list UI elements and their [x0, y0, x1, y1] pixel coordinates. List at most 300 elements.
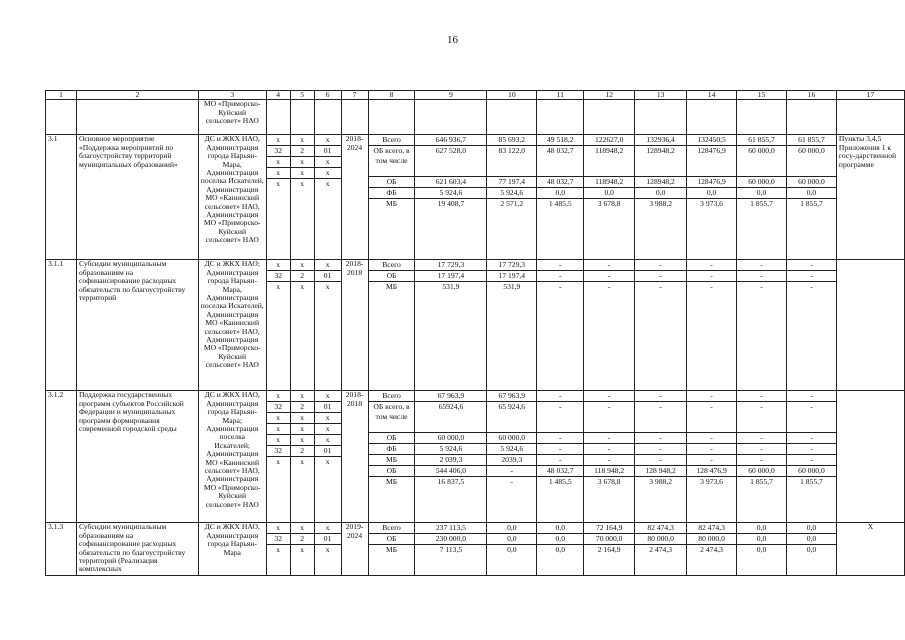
value: - — [635, 391, 686, 402]
code-gp: 32 — [267, 271, 290, 282]
code-pp: 2 — [291, 271, 314, 282]
funding-source: Всего — [369, 523, 415, 534]
code-gp: х — [276, 179, 281, 189]
value: 48 032,7 — [537, 177, 583, 188]
code-pp: х — [291, 413, 314, 424]
page-number: 16 — [447, 34, 458, 46]
code-om: 01 — [315, 146, 341, 157]
row-number: 3.1.1 — [46, 260, 77, 391]
value: 17 729,3 — [415, 260, 486, 271]
value-cell — [737, 391, 787, 523]
code-pp: х — [291, 168, 314, 179]
value: 1 855,7 — [800, 199, 823, 209]
code-gp: х — [267, 168, 290, 179]
value: - — [760, 282, 763, 292]
value: - — [737, 455, 786, 466]
code-pp: х — [300, 179, 305, 189]
value: 646 936,7 — [415, 135, 486, 146]
value-cell — [584, 135, 635, 260]
code-gp: 32 — [267, 402, 290, 413]
value: 83 122,0 — [487, 146, 536, 177]
value: 1 855,7 — [800, 477, 823, 487]
row-period: 2019-2024 — [341, 523, 368, 576]
code-pp: х — [291, 135, 314, 146]
code-gp: х — [267, 391, 290, 402]
row-period: 2018-2018 — [341, 260, 368, 391]
value: - — [537, 402, 583, 433]
header-cell-13: 13 — [635, 91, 687, 100]
row-number: 3.1.3 — [46, 523, 77, 576]
value: 0,0 — [537, 188, 583, 199]
row-note — [836, 260, 904, 391]
header-cell-4: 4 — [266, 91, 290, 100]
carry-executor: МО «Приморско-Куйский сельсовет» НАО — [198, 100, 266, 135]
value-cell — [786, 135, 836, 260]
carry-empty-cell — [786, 100, 836, 135]
value-cell — [584, 391, 635, 523]
row-executor: ДС и ЖКХ НАО, Администрация города Нарьян-Мара — [198, 523, 266, 576]
code-gp: 32 — [267, 446, 290, 457]
value-cell — [584, 260, 635, 391]
carry-empty-cell — [314, 100, 341, 135]
value-cell — [635, 135, 687, 260]
code-pp: х — [291, 435, 314, 446]
row-note: Пункты 3,4,5 Приложения 1 к госу-дарственной программе — [836, 135, 904, 260]
value: 85 693,2 — [487, 135, 536, 146]
code-om: х — [315, 523, 341, 534]
table-row — [46, 135, 905, 260]
code-pp: 2 — [291, 402, 314, 413]
value: 237 113,5 — [415, 523, 486, 534]
value-cell — [737, 523, 787, 576]
value: 5 924,6 — [487, 188, 536, 199]
code-gp: 32 — [267, 534, 290, 545]
value: - — [635, 271, 686, 282]
funding-source: МБ — [385, 199, 398, 209]
code-gp-cell — [266, 523, 290, 576]
value: 0,0 — [487, 534, 536, 545]
value: - — [687, 455, 736, 466]
row-period: 2018-2018 — [341, 391, 368, 523]
code-gp-cell — [266, 135, 290, 260]
header-cell-9: 9 — [415, 91, 487, 100]
value-cell — [537, 135, 584, 260]
code-om: х — [325, 179, 330, 189]
value: 0,0 — [756, 545, 767, 555]
value: 2 474,3 — [700, 545, 723, 555]
value: 5 924,6 — [415, 188, 486, 199]
code-pp: х — [291, 260, 314, 271]
value: - — [537, 455, 583, 466]
code-gp: х — [267, 413, 290, 424]
row-period: 2018-2024 — [341, 135, 368, 260]
code-om: х — [325, 457, 330, 467]
value-cell — [635, 391, 687, 523]
code-pp: 2 — [291, 446, 314, 457]
value: 0,0 — [635, 188, 686, 199]
code-om: х — [315, 391, 341, 402]
value: - — [737, 271, 786, 282]
carry-empty-cell — [368, 100, 415, 135]
value: - — [737, 444, 786, 455]
value: - — [635, 402, 686, 433]
carry-empty-cell — [584, 100, 635, 135]
value: - — [584, 391, 634, 402]
value: 3 678,8 — [597, 477, 621, 487]
value: - — [687, 433, 736, 444]
code-om-cell — [314, 523, 341, 576]
value: 48 032,7 — [537, 146, 583, 177]
code-gp: х — [267, 260, 290, 271]
value: - — [810, 282, 813, 292]
carry-empty-cell — [537, 100, 584, 135]
row-executor: ДС и ЖКХ НАО, Администрация города Нарьян-Мара, Администрация поселка Искателей, Администрация МО «Канинский сельсовет» НАО, Администрация МО «Приморско-Куйский сельсовет» НАО — [198, 135, 266, 260]
table-row — [46, 260, 905, 391]
value: - — [737, 391, 786, 402]
carry-empty-cell — [635, 100, 687, 135]
value: - — [737, 402, 786, 433]
header-cell-1: 1 — [46, 91, 77, 100]
code-pp: х — [291, 424, 314, 435]
value: 61 855,7 — [787, 135, 836, 146]
value: 77 197,4 — [487, 177, 536, 188]
value: - — [584, 433, 634, 444]
code-gp: х — [276, 457, 281, 467]
value: - — [635, 260, 686, 271]
row-note: Х — [836, 523, 904, 576]
code-pp: 2 — [291, 146, 314, 157]
header-cell-11: 11 — [537, 91, 584, 100]
funding-source-cell — [368, 523, 415, 576]
value: 60 000,0 — [487, 433, 536, 444]
code-pp-cell — [290, 260, 314, 391]
value: 531,9 — [442, 282, 460, 292]
value: 531,9 — [503, 282, 521, 292]
header-cell-15: 15 — [737, 91, 787, 100]
funding-source: МБ — [385, 545, 398, 555]
header-cell-12: 12 — [584, 91, 635, 100]
value-cell — [415, 260, 487, 391]
value: - — [537, 271, 583, 282]
code-gp: х — [267, 157, 290, 168]
value: 17 729,3 — [487, 260, 536, 271]
value: - — [787, 444, 836, 455]
value: 61 855,7 — [737, 135, 786, 146]
value: - — [737, 260, 786, 271]
carry-empty-cell — [836, 100, 904, 135]
value: 65 924,6 — [487, 402, 536, 433]
value: 118948,2 — [584, 177, 634, 188]
value: 0,0 — [537, 534, 583, 545]
value: 65924,6 — [415, 402, 486, 433]
value: 1 855,7 — [750, 477, 773, 487]
value-cell — [786, 523, 836, 576]
carry-row — [46, 100, 905, 135]
funding-source: Всего — [369, 260, 415, 271]
row-name: Основное мероприятие «Поддержка мероприятий по благоустройству территорий муниципальных образований» — [76, 135, 198, 260]
value: 72 164,9 — [584, 523, 634, 534]
carry-empty-cell — [415, 100, 487, 135]
carry-empty-cell — [46, 100, 77, 135]
table-row — [46, 523, 905, 576]
value: - — [584, 260, 634, 271]
code-pp-cell — [290, 523, 314, 576]
value: 7 113,5 — [439, 545, 463, 555]
code-om: х — [315, 424, 341, 435]
value: 49 518,2 — [537, 135, 583, 146]
value: 17 197,4 — [415, 271, 486, 282]
code-om: х — [315, 435, 341, 446]
code-pp: х — [291, 523, 314, 534]
value-cell — [687, 523, 737, 576]
value: - — [584, 271, 634, 282]
code-pp: х — [300, 457, 305, 467]
value: 132936,4 — [635, 135, 686, 146]
row-executor: ДС и ЖКХ НАО; Администрация города Нарьян-Мара, Администрация поселка Искателей, Администрация МО «Канинский сельсовет» НАО, Администрация МО «Приморско-Куйский сельсовет» НАО — [198, 260, 266, 391]
value: 544 406,0 — [415, 466, 486, 477]
value: - — [710, 282, 713, 292]
code-pp: х — [291, 157, 314, 168]
value-cell — [786, 260, 836, 391]
code-om: х — [315, 135, 341, 146]
carry-empty-cell — [687, 100, 737, 135]
value: 0,0 — [507, 545, 517, 555]
funding-source: ОБ — [369, 433, 415, 444]
value: - — [510, 477, 514, 487]
value: 0,0 — [787, 523, 836, 534]
value: - — [787, 455, 836, 466]
code-om-cell — [314, 391, 341, 523]
value: 3 973,6 — [700, 477, 723, 487]
value: 128476,9 — [687, 146, 736, 177]
value: - — [537, 260, 583, 271]
value: 1 485,5 — [548, 199, 572, 209]
funding-source: ОБ — [369, 534, 415, 545]
code-om: 01 — [315, 446, 341, 457]
value: 132450,5 — [687, 135, 736, 146]
carry-empty-cell — [290, 100, 314, 135]
code-om: х — [315, 413, 341, 424]
value: 60 000,0 — [737, 466, 786, 477]
value: - — [584, 402, 634, 433]
carry-empty-cell — [487, 100, 537, 135]
header-cell-10: 10 — [487, 91, 537, 100]
code-gp: 32 — [267, 146, 290, 157]
value-cell — [415, 391, 487, 523]
value: 0,0 — [737, 188, 786, 199]
value: 0,0 — [806, 545, 817, 555]
value-cell — [635, 260, 687, 391]
code-gp-cell — [266, 260, 290, 391]
value: 128476,9 — [687, 177, 736, 188]
value-cell — [487, 391, 537, 523]
value: 128948,2 — [635, 146, 686, 177]
row-name: Субсидии муниципальным образованиям на софинансирование расходных обязательств по благоустройству территорий — [76, 260, 198, 391]
value: 60 000,0 — [737, 177, 786, 188]
value-cell — [584, 523, 635, 576]
carry-empty-cell — [76, 100, 198, 135]
value: 0,0 — [737, 523, 786, 534]
value: - — [487, 466, 536, 477]
value: 60 000,0 — [415, 433, 486, 444]
value: 0,0 — [584, 188, 634, 199]
value-cell — [737, 260, 787, 391]
value: 0,0 — [787, 534, 836, 545]
value: 0,0 — [687, 188, 736, 199]
value: 2 571,2 — [500, 199, 524, 209]
header-cell-17: 17 — [836, 91, 904, 100]
row-number: 3.1.2 — [46, 391, 77, 523]
funding-source: ОБ всего, в том числе — [369, 402, 415, 433]
value: 128 476,9 — [687, 466, 736, 477]
code-gp: х — [267, 523, 290, 534]
value: 0,0 — [555, 545, 565, 555]
funding-source: Всего — [369, 391, 415, 402]
value: 627 528,0 — [415, 146, 486, 177]
value: 5 924,6 — [415, 444, 486, 455]
carry-empty-cell — [341, 100, 368, 135]
header-cell-3: 3 — [198, 91, 266, 100]
code-om: х — [315, 260, 341, 271]
table-body — [46, 91, 905, 576]
value: 48 032,7 — [537, 466, 583, 477]
code-pp-cell — [290, 135, 314, 260]
value: 3 988,2 — [649, 477, 673, 487]
value: - — [687, 271, 736, 282]
code-om-cell — [314, 260, 341, 391]
header-cell-6: 6 — [314, 91, 341, 100]
code-pp: х — [291, 391, 314, 402]
value: 0,0 — [787, 188, 836, 199]
value-cell — [415, 135, 487, 260]
funding-source: ОБ всего, в том числе — [369, 146, 415, 177]
value: 3 988,2 — [649, 199, 673, 209]
value: - — [584, 455, 634, 466]
code-pp: 2 — [291, 534, 314, 545]
row-name: Субсидии муниципальным образованиям на софинансирование расходных обязательств по благоустройству территорий (Реализация комплексных — [76, 523, 198, 576]
value: - — [787, 402, 836, 433]
code-gp: х — [276, 545, 281, 555]
value: 0,0 — [487, 523, 536, 534]
value-cell — [487, 260, 537, 391]
value: - — [687, 444, 736, 455]
code-pp: х — [300, 545, 305, 555]
funding-source: ФБ — [369, 188, 415, 199]
row-note — [836, 391, 904, 523]
funding-source: ОБ — [369, 466, 415, 477]
value-cell — [687, 391, 737, 523]
value: 60 000,0 — [787, 466, 836, 477]
value: - — [635, 444, 686, 455]
row-name: Поддержка государственных программ субъектов Российской Федерации и муниципальных программ формирования современной городской среды — [76, 391, 198, 523]
value: - — [787, 391, 836, 402]
value: - — [558, 282, 562, 292]
program-table — [45, 90, 905, 576]
value-cell — [786, 391, 836, 523]
funding-source-cell — [368, 391, 415, 523]
value: 67 963,9 — [415, 391, 486, 402]
funding-source-cell — [368, 260, 415, 391]
value: 1 855,7 — [750, 199, 773, 209]
funding-source: ОБ — [369, 271, 415, 282]
value: 122627,0 — [584, 135, 634, 146]
value-cell — [537, 260, 584, 391]
funding-source-cell — [368, 135, 415, 260]
value: 67 963,9 — [487, 391, 536, 402]
table-row — [46, 391, 905, 523]
funding-source: МБ — [385, 282, 398, 292]
carry-empty-cell — [737, 100, 787, 135]
value: 3 678,8 — [597, 199, 621, 209]
funding-source: ФБ — [369, 444, 415, 455]
code-pp: х — [300, 282, 305, 292]
value-cell — [737, 135, 787, 260]
value: 128 948,2 — [635, 466, 686, 477]
value: 16 837,5 — [437, 477, 465, 487]
value: - — [687, 402, 736, 433]
value: 2 474,3 — [649, 545, 673, 555]
code-om: 01 — [315, 271, 341, 282]
value: 5 924,6 — [487, 444, 536, 455]
header-cell-8: 8 — [368, 91, 415, 100]
value: - — [687, 391, 736, 402]
value: 128948,2 — [635, 177, 686, 188]
code-om-cell — [314, 135, 341, 260]
value: - — [787, 433, 836, 444]
row-executor: ДС и ЖКХ НАО, Администрация города Нарьян-Мара; Администрация поселка Искателей; Администрация МО «Канинский сельсовет» НАО, Администрация МО «Приморско-Куйский сельсовет» НАО — [198, 391, 266, 523]
code-gp: х — [267, 135, 290, 146]
value-cell — [687, 260, 737, 391]
value: 80 000,0 — [687, 534, 736, 545]
value: - — [687, 260, 736, 271]
value: 60 000,0 — [787, 177, 836, 188]
value: 118948,2 — [584, 146, 634, 177]
value: - — [787, 271, 836, 282]
header-cell-16: 16 — [786, 91, 836, 100]
header-cell-2: 2 — [76, 91, 198, 100]
value: 1 485,5 — [548, 477, 572, 487]
value-cell — [415, 523, 487, 576]
code-gp: х — [267, 424, 290, 435]
value-cell — [635, 523, 687, 576]
value: - — [607, 282, 611, 292]
value: 0,0 — [737, 534, 786, 545]
value-cell — [537, 391, 584, 523]
header-cell-7: 7 — [341, 91, 368, 100]
value: 60 000,0 — [787, 146, 836, 177]
value: - — [659, 282, 662, 292]
code-gp: х — [267, 435, 290, 446]
code-om: х — [325, 545, 330, 555]
code-om: 01 — [315, 534, 341, 545]
funding-source: МБ — [369, 455, 415, 466]
code-gp-cell — [266, 391, 290, 523]
value: 19 408,7 — [437, 199, 465, 209]
value-cell — [487, 135, 537, 260]
value: - — [537, 433, 583, 444]
carry-empty-cell — [266, 100, 290, 135]
funding-source: МБ — [385, 477, 398, 487]
value-cell — [487, 523, 537, 576]
value: - — [737, 433, 786, 444]
value: - — [635, 433, 686, 444]
value: 3 973,6 — [700, 199, 723, 209]
value-cell — [687, 135, 737, 260]
value: 230 000,0 — [415, 534, 486, 545]
value: 80 000,0 — [635, 534, 686, 545]
code-gp: х — [276, 282, 281, 292]
header-cell-14: 14 — [687, 91, 737, 100]
